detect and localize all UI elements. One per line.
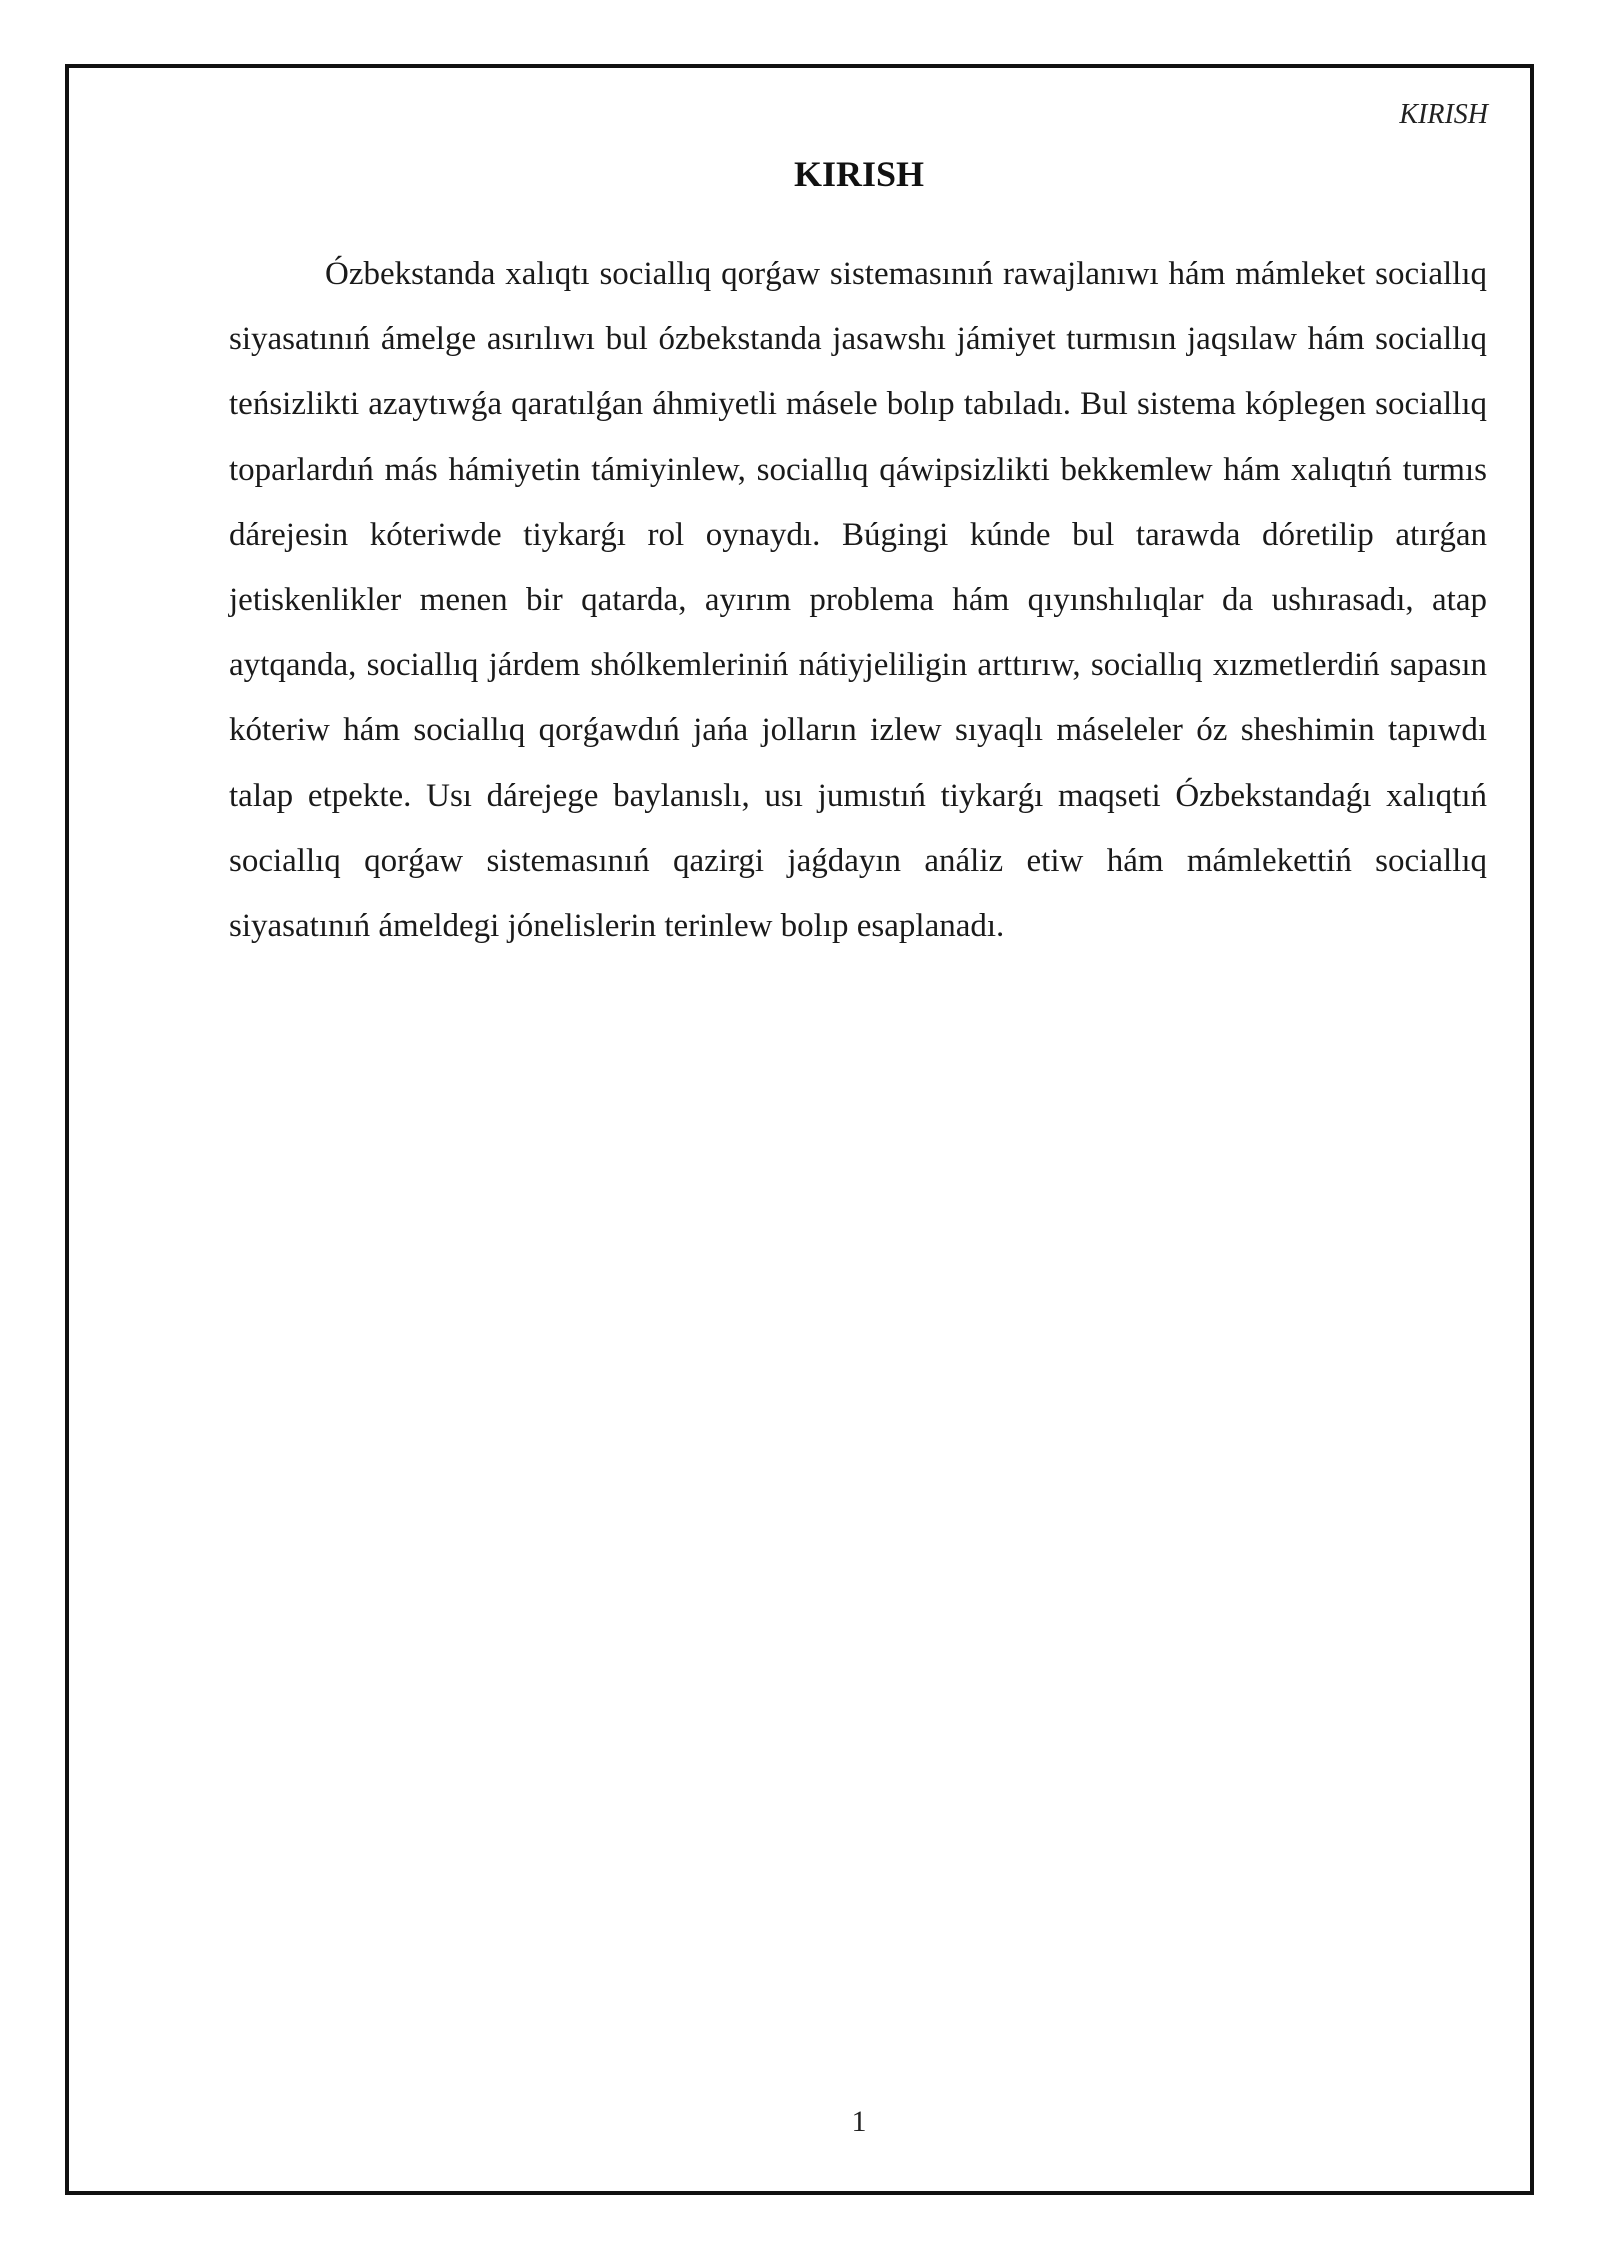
running-header: KIRISH: [1399, 99, 1488, 130]
body-paragraph: Ózbekstanda xalıqtı sociallıq qorǵaw sistemasınıń rawajlanıwı hám mámleket sociallıq siyasatınıń ámelge asırılıwı bul ózbekstanda jasawshı jámiyet turmısın jaqsılaw hám sociallıq teńsizlikti azaytıwǵa qaratılǵan áhmiyetli másele bolıp tabıladı. Bul sistema kóplegen sociallıq toparlardıń más hámiyetin támiyinlew, sociallıq qáwipsizlikti bekkemlew hám xalıqtıń turmıs dárejesin kóteriwde tiykarǵı rol oynaydı. Búgingi kúnde bul tarawda dóretilip atırǵan jetiskenlikler menen bir qatarda, ayırım problema hám qıyınshılıqlar da ushırasadı, atap aytqanda, sociallıq járdem shólkemleriniń nátiyjeliligin arttırıw, sociallıq xızmetlerdiń sapasın kóteriw hám sociallıq qorǵawdıń jańa jolların izlew sıyaqlı máseleler óz sheshimin tapıwdı talap etpekte. Usı dárejege baylanıslı, usı jumıstıń tiykarǵı maqseti Ózbekstandaǵı xalıqtıń sociallıq qorǵaw sistemasınıń qazirgi jaǵdayın análiz etiw hám mámlekettiń sociallıq siyasatınıń ámeldegi jónelislerin terinlew bolıp esaplanadı.: [229, 256, 1487, 945]
page-number: 1: [851, 2105, 867, 2138]
page-title: KIRISH: [793, 154, 925, 194]
